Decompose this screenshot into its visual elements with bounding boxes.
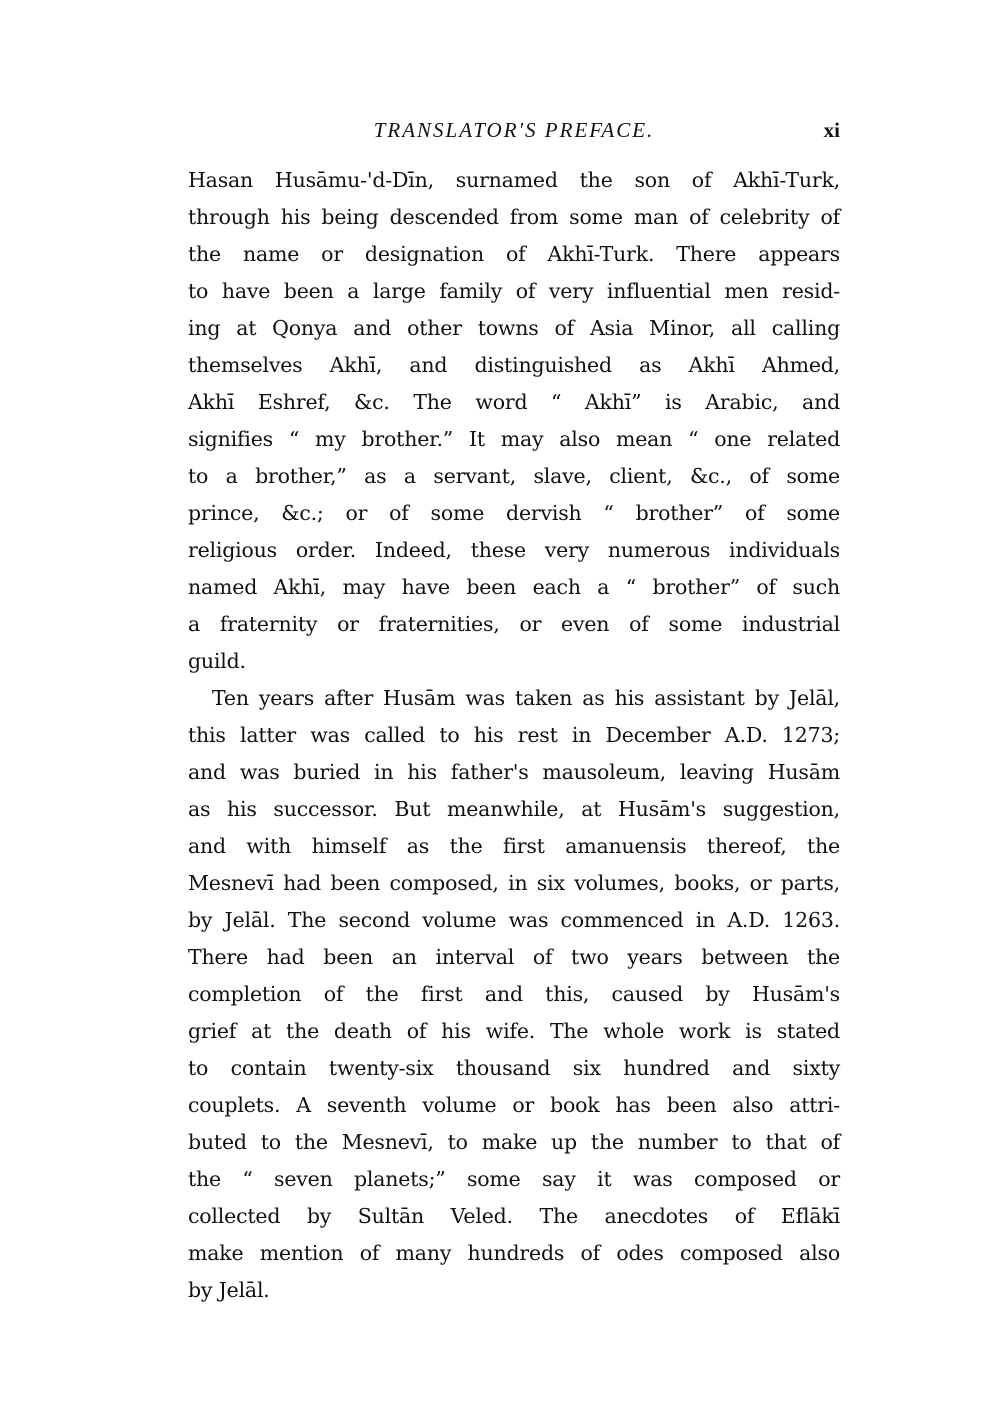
text-line: guild.: [188, 649, 246, 673]
text-line: grief at the death of his wife. The whole work is stated: [188, 1019, 840, 1043]
text-line: as his successor. But meanwhile, at Husām's suggestion,: [188, 797, 840, 821]
text-line: a fraternity or fraternities, or even of some industrial: [188, 612, 840, 636]
text-line: buted to the Mesnevī, to make up the number to that of: [188, 1130, 840, 1154]
page-number: xi: [823, 118, 840, 142]
running-header: [188, 116, 840, 146]
body-text: [188, 162, 840, 1309]
text-line: ing at Qonya and other towns of Asia Minor, all calling: [188, 316, 840, 340]
text-line: religious order. Indeed, these very numerous individuals: [188, 538, 840, 562]
text-line: Hasan Husāmu-'d-Dīn, surnamed the son of Akhī-Turk,: [188, 168, 840, 192]
text-line: make mention of many hundreds of odes composed also: [188, 1241, 840, 1265]
text-line: to contain twenty-six thousand six hundred and sixty: [188, 1056, 840, 1080]
text-line: by Jelāl.: [188, 1278, 270, 1302]
text-line: and with himself as the first amanuensis thereof, the: [188, 834, 840, 858]
text-line: couplets. A seventh volume or book has been also attri-: [188, 1093, 840, 1117]
text-line: Ten years after Husām was taken as his assistant by Jelāl,: [212, 686, 840, 710]
text-line: to a brother,” as a servant, slave, client, &c., of some: [188, 464, 840, 488]
text-line: themselves Akhī, and distinguished as Akhī Ahmed,: [188, 353, 840, 377]
text-line: Akhī Eshref, &c. The word “ Akhī” is Arabic, and: [188, 390, 840, 414]
text-line: through his being descended from some man of celebrity of: [188, 205, 840, 229]
text-line: signifies “ my brother.” It may also mean “ one related: [188, 427, 840, 451]
text-line: collected by Sultān Veled. The anecdotes of Eflākī: [188, 1204, 840, 1228]
text-line: Mesnevī had been composed, in six volumes, books, or parts,: [188, 871, 840, 895]
text-line: to have been a large family of very influential men resid-: [188, 279, 840, 303]
text-line: and was buried in his father's mausoleum, leaving Husām: [188, 760, 840, 784]
text-line: this latter was called to his rest in December A.D. 1273;: [188, 723, 840, 747]
running-title: TRANSLATOR'S PREFACE.: [373, 118, 655, 142]
text-line: There had been an interval of two years between the: [188, 945, 840, 969]
text-line: by Jelāl. The second volume was commenced in A.D. 1263.: [188, 908, 840, 932]
text-line: prince, &c.; or of some dervish “ brother” of some: [188, 501, 840, 525]
text-line: completion of the first and this, caused by Husām's: [188, 982, 840, 1006]
text-line: named Akhī, may have been each a “ brother” of such: [188, 575, 840, 599]
paragraph-2: [188, 680, 840, 1309]
text-line: the name or designation of Akhī-Turk. There appears: [188, 242, 840, 266]
paragraph-1: [188, 162, 840, 680]
text-line: the “ seven planets;” some say it was composed or: [188, 1167, 840, 1191]
